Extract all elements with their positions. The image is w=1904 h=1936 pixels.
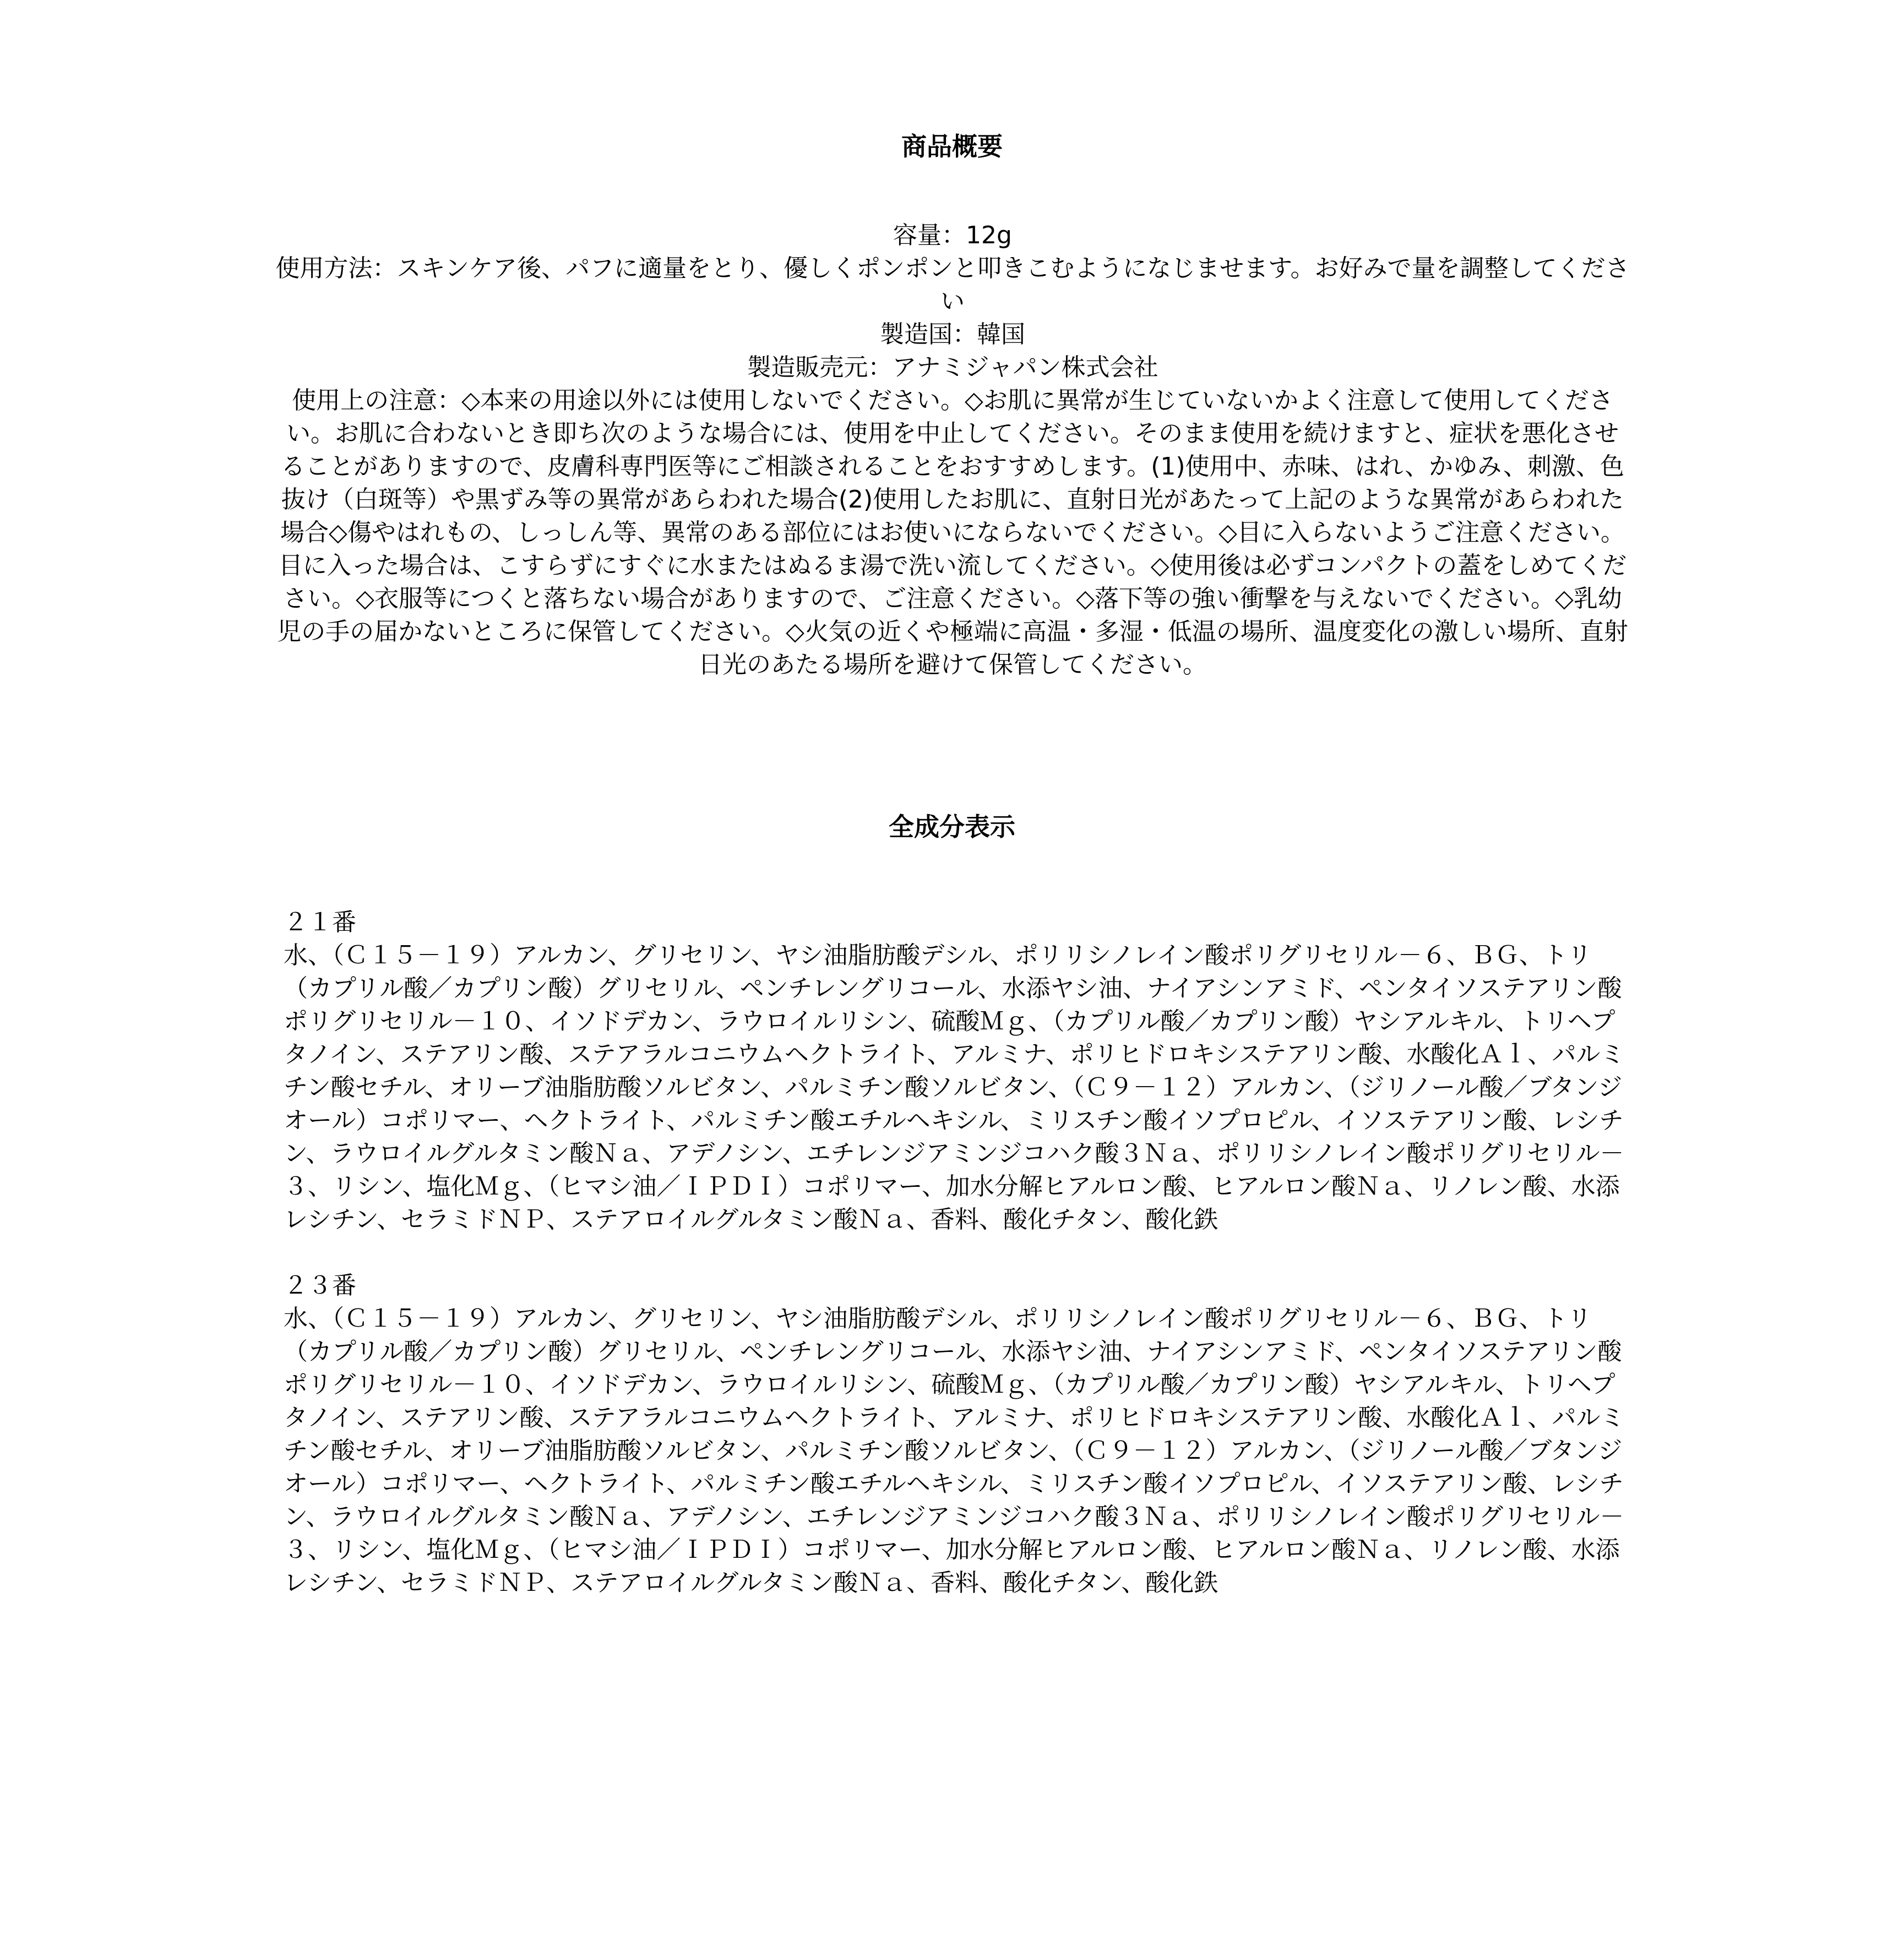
shade-label: ２３番 [284, 1272, 356, 1300]
seller-text: 製造販売元：アナミジャパン株式会社 [747, 353, 1158, 381]
ingredient-list: 水、（Ｃ１５－１９）アルカン、グリセリン、ヤシ油脂肪酸デシル、ポリリシノレイン酸ポリグリセリル－６、ＢＧ、トリ（カプリル酸／カプリン酸）グリセリル、ペンチレングリコール、水添ヤシ油、ナイアシンアミド、ペンタイソステアリン酸ポリグリセリル－１０、イソドデカン、ラウロイルリシン、硫酸Ｍｇ、（カプリル酸／カプリン酸）ヤシアルキル、トリヘプタノイン、ステアリン酸、ステアラルコニウムヘクトライト、アルミナ、ポリヒドロキシステアリン酸、水酸化Ａｌ、パルミチン酸セチル、オリーブ油脂肪酸ソルビタン、パルミチン酸ソルビタン、（Ｃ９－１２）アルカン、（ジリノール酸／ブタンジオール）コポリマー、ヘクトライト、パルミチン酸エチルヘキシル、ミリスチン酸イソプロピル、イソステアリン酸、レシチン、ラウロイルグルタミン酸Ｎａ、アデノシン、エチレンジアミンジコハク酸３Ｎａ、ポリリシノレイン酸ポリグリセリル－３、リシン、塩化Ｍｇ、（ヒマシ油／ＩＰＤＩ）コポリマー、加水分解ヒアルロン酸、ヒアルロン酸Ｎａ、リノレン酸、水添レシチン、セラミドＮＰ、ステアロイルグルタミン酸Ｎａ、香料、酸化チタン、酸化鉄 [284, 941, 1625, 1234]
usage-text: 使用方法：スキンケア後、パフに適量をとり、優しくポンポンと叩きこむようになじませます。お好みで量を調整してください [275, 254, 1630, 315]
overview-heading: 商品概要 [901, 132, 1003, 161]
ingredients-shade-21 [284, 906, 1627, 1236]
capacity-text: 容量：12g [893, 221, 1012, 249]
ingredients-shade-23 [284, 1269, 1627, 1600]
ingredient-list: 水、（Ｃ１５－１９）アルカン、グリセリン、ヤシ油脂肪酸デシル、ポリリシノレイン酸ポリグリセリル－６、ＢＧ、トリ（カプリル酸／カプリン酸）グリセリル、ペンチレングリコール、水添ヤシ油、ナイアシンアミド、ペンタイソステアリン酸ポリグリセリル－１０、イソドデカン、ラウロイルリシン、硫酸Ｍｇ、（カプリル酸／カプリン酸）ヤシアルキル、トリヘプタノイン、ステアリン酸、ステアラルコニウムヘクトライト、アルミナ、ポリヒドロキシステアリン酸、水酸化Ａｌ、パルミチン酸セチル、オリーブ油脂肪酸ソルビタン、パルミチン酸ソルビタン、（Ｃ９－１２）アルカン、（ジリノール酸／ブタンジオール）コポリマー、ヘクトライト、パルミチン酸エチルヘキシル、ミリスチン酸イソプロピル、イソステアリン酸、レシチン、ラウロイルグルタミン酸Ｎａ、アデノシン、エチレンジアミンジコハク酸３Ｎａ、ポリリシノレイン酸ポリグリセリル－３、リシン、塩化Ｍｇ、（ヒマシ油／ＩＰＤＩ）コポリマー、加水分解ヒアルロン酸、ヒアルロン酸Ｎａ、リノレン酸、水添レシチン、セラミドＮＰ、ステアロイルグルタミン酸Ｎａ、香料、酸化チタン、酸化鉄 [284, 1305, 1625, 1597]
shade-label: ２１番 [284, 908, 356, 936]
ingredients-heading: 全成分表示 [889, 812, 1015, 842]
country-text: 製造国：韓国 [880, 320, 1025, 348]
overview-section [275, 219, 1630, 681]
caution-text: 使用上の注意：◇本来の用途以外には使用しないでください。◇お肌に異常が生じていないかよく注意して使用してください。お肌に合わないとき即ち次のような場合には、使用を中止してください。そのまま使用を続けますと、症状を悪化させることがありますので、皮膚科専門医等にご相談されることをおすすめします。(1)使用中、赤味、はれ、かゆみ、刺激、色抜け（白斑等）や黒ずみ等の異常があらわれた場合(2)使用したお肌に、直射日光があたって上記のような異常があらわれた場合◇傷やはれもの、しっしん等、異常のある部位にはお使いにならないでください。◇目に入らないようご注意ください。目に入った場合は、こすらずにすぐに水またはぬるま湯で洗い流してください。◇使用後は必ずコンパクトの蓋をしめてください。◇衣服等につくと落ちない場合がありますので、ご注意ください。◇落下等の強い衝撃を与えないでください。◇乳幼児の手の届かないところに保管してください。◇火気の近くや極端に高温・多湿・低温の場所、温度変化の激しい場所、直射日光のあたる場所を避けて保管してください。 [277, 386, 1628, 679]
